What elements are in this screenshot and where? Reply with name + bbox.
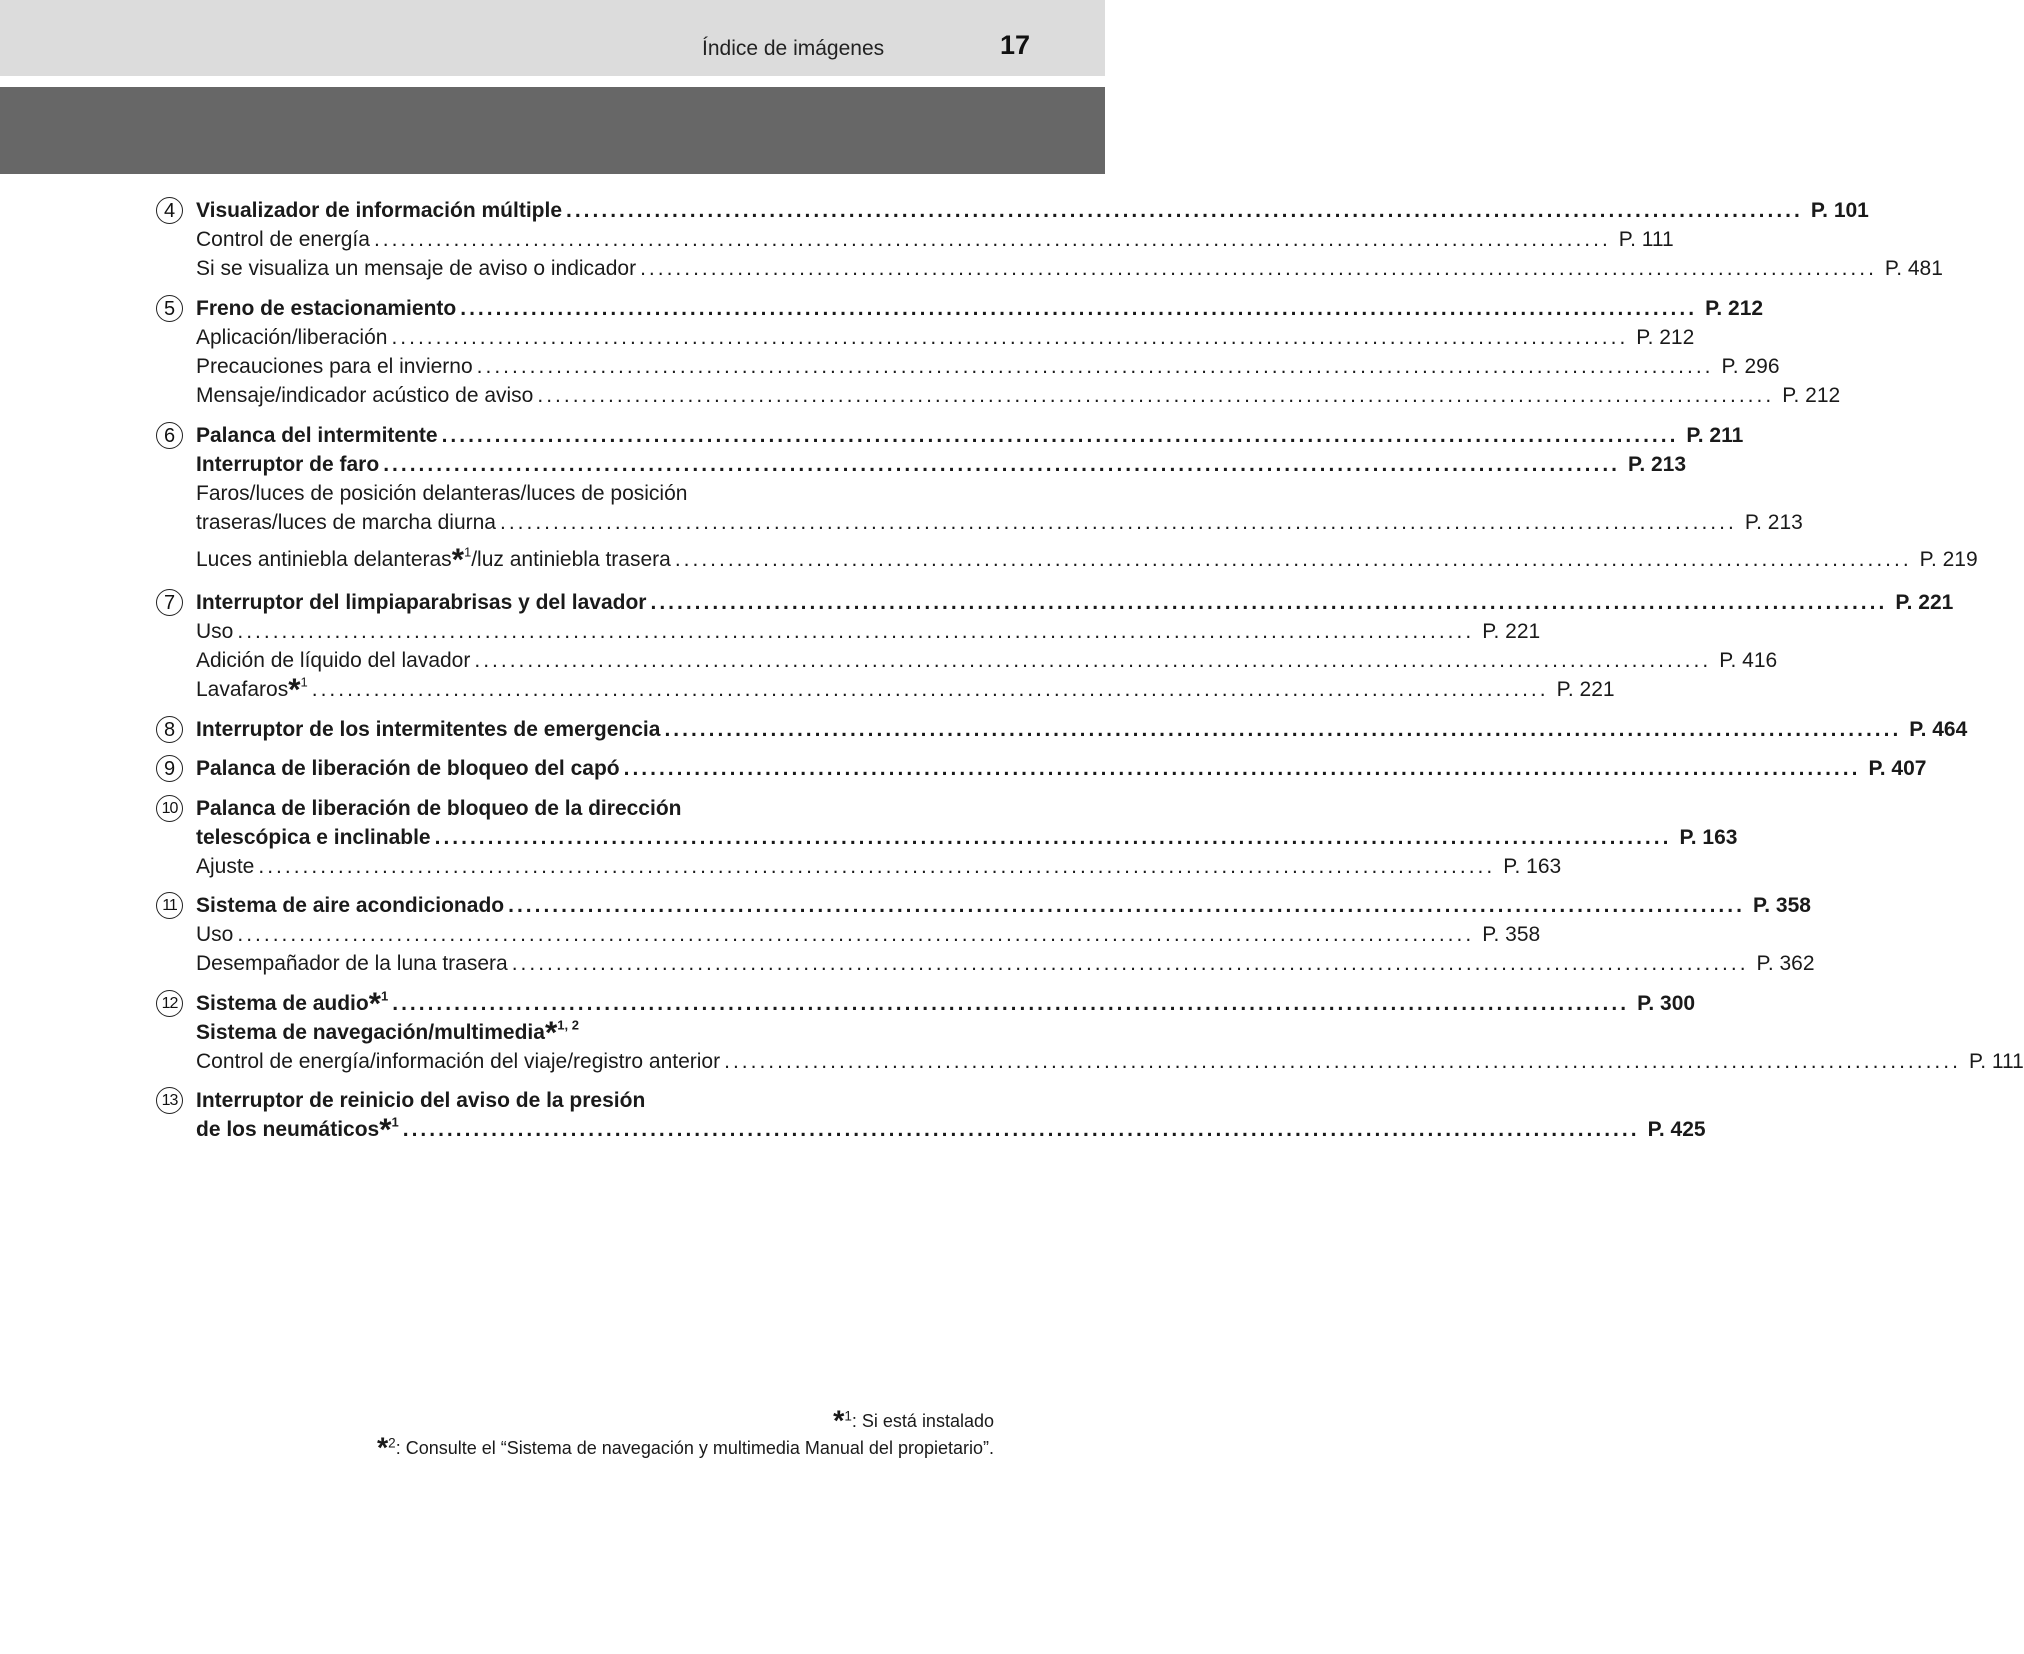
entry-text: Palanca del intermitente	[196, 424, 438, 447]
footnote-2-number: 2	[388, 1435, 396, 1451]
entry-text: Interruptor de faro	[196, 453, 380, 476]
page-reference[interactable]: P. 213	[1628, 453, 1687, 476]
dot-leader: ............................................................................................................................................	[258, 855, 1496, 878]
page-reference[interactable]: P. 212	[1636, 326, 1695, 349]
toc-entry-label	[196, 254, 636, 283]
toc-entry-label	[196, 450, 379, 479]
toc-entry[interactable]	[196, 920, 1541, 949]
toc-entry-label	[196, 852, 254, 881]
asterisk-icon: *	[451, 540, 464, 577]
toc-entry-label	[196, 646, 470, 675]
dot-leader: ............................................................................................................................................	[476, 355, 1714, 378]
toc-entry[interactable]	[196, 225, 1674, 254]
toc-entry-label	[196, 381, 533, 410]
toc-entry[interactable]	[196, 323, 1695, 352]
toc-entry-label	[196, 754, 620, 783]
entry-text: Sistema de navegación/multimedia	[196, 1021, 545, 1044]
toc-entry-label	[196, 891, 504, 920]
dot-leader: ............................................................................................................................................	[674, 548, 1912, 571]
dot-leader: ............................................................................................................................................	[664, 718, 1902, 741]
entry-text: Precauciones para el invierno	[196, 355, 473, 378]
dot-leader: ............................................................................................................................................	[237, 620, 1475, 643]
toc-entry[interactable]	[196, 852, 1562, 881]
dot-leader: ............................................................................................................................................	[623, 757, 1861, 780]
dot-leader: ............................................................................................................................................	[373, 228, 1611, 251]
toc-entry[interactable]	[196, 984, 1696, 1021]
toc-entry-label	[196, 352, 473, 381]
asterisk-icon: *	[379, 1110, 392, 1147]
footnote-reference: 1	[380, 988, 389, 1004]
toc-entry-label	[196, 715, 660, 744]
toc-entry-label	[196, 323, 387, 352]
footnote-reference: 1	[391, 1114, 399, 1130]
entry-text: Adición de líquido del lavador	[196, 649, 471, 672]
section-title: Índice de imágenes	[702, 37, 885, 60]
toc-entry-label	[196, 823, 431, 852]
toc-entry-label	[196, 1013, 579, 1050]
dot-leader: ............................................................................................................................................	[441, 424, 1679, 447]
entry-text: Control de energía/información del viaje/registro anterior	[196, 1050, 721, 1073]
toc-entry[interactable]	[196, 1110, 1706, 1147]
toc-entry[interactable]	[196, 196, 1869, 225]
toc-entry-label	[196, 984, 389, 1021]
toc-entry[interactable]	[196, 352, 1780, 381]
toc-entry-label	[196, 794, 681, 823]
toc-entry[interactable]	[196, 1086, 950, 1115]
entry-text: Si se visualiza un mensaje de aviso o indicador	[196, 257, 637, 280]
page-reference[interactable]: P. 221	[1895, 591, 1954, 614]
entry-text: Freno de estacionamiento	[196, 297, 457, 320]
toc-entry-label	[196, 920, 233, 949]
entry-text: Sistema de audio	[196, 992, 369, 1015]
entry-text: Uso	[196, 620, 234, 643]
asterisk-icon: *	[833, 1405, 845, 1438]
toc-entry[interactable]	[196, 646, 1778, 675]
footnote-2	[376, 1432, 994, 1465]
page-reference[interactable]: P. 163	[1679, 826, 1738, 849]
page-reference[interactable]: P. 101	[1810, 199, 1869, 222]
item-number-13: 13	[156, 1087, 183, 1114]
dot-leader: ............................................................................................................................................	[499, 511, 1737, 534]
item-number-5: 5	[156, 295, 183, 322]
page-reference[interactable]: P. 212	[1705, 297, 1764, 320]
toc-entry[interactable]	[196, 823, 1738, 852]
page-reference[interactable]: P. 211	[1686, 424, 1744, 447]
page-reference[interactable]: P. 221	[1482, 620, 1541, 643]
entry-text: Interruptor de los intermitentes de emergencia	[196, 718, 661, 741]
entry-text-continued: /luz antiniebla trasera	[471, 548, 671, 571]
asterisk-icon: *	[544, 1013, 558, 1050]
toc-entry-label	[196, 588, 646, 617]
page-reference[interactable]: P. 221	[1556, 678, 1615, 701]
toc-entry[interactable]	[196, 891, 1811, 920]
asterisk-icon: *	[288, 670, 301, 707]
page-reference[interactable]: P. 358	[1482, 923, 1541, 946]
dot-leader: ............................................................................................................................................	[474, 649, 1712, 672]
toc-entry-label	[196, 540, 671, 577]
dot-leader: ............................................................................................................................................	[724, 1050, 1961, 1073]
item-number-4: 4	[156, 197, 183, 224]
dot-leader: ............................................................................................................................................	[508, 894, 1745, 917]
entry-text: Visualizador de información múltiple	[196, 199, 563, 222]
item-number-11: 11	[156, 892, 183, 919]
entry-text: Palanca de liberación de bloqueo de la dirección	[196, 797, 682, 820]
page-reference[interactable]: P. 464	[1909, 718, 1968, 741]
entry-text: Interruptor del limpiaparabrisas y del lavador	[196, 591, 647, 614]
toc-entry[interactable]	[196, 715, 1968, 744]
toc-entry[interactable]	[196, 617, 1541, 646]
toc-entry-label	[196, 294, 456, 323]
toc-entry-label	[196, 1047, 720, 1076]
toc-entry[interactable]	[196, 1013, 950, 1050]
entry-text: Mensaje/indicador acústico de aviso	[196, 384, 534, 407]
toc-entry-label	[196, 225, 370, 254]
toc-entry[interactable]	[196, 508, 1803, 537]
footnote-reference: 1	[463, 544, 472, 560]
entry-text: Desempañador de la luna trasera	[196, 952, 508, 975]
asterisk-icon: *	[376, 1432, 389, 1465]
dot-leader: ............................................................................................................................................	[640, 257, 1877, 280]
entry-text: Luces antiniebla delanteras	[196, 548, 452, 571]
toc-entry-label	[196, 949, 508, 978]
entry-text: Uso	[196, 923, 234, 946]
dot-leader: ............................................................................................................................................	[391, 326, 1629, 349]
entry-text: Interruptor de reinicio del aviso de la presión	[196, 1089, 646, 1112]
footnote-reference: 1, 2	[557, 1017, 579, 1033]
dot-leader: ............................................................................................................................................	[511, 952, 1749, 975]
toc-entry-label	[196, 479, 687, 508]
item-number-10: 10	[156, 795, 183, 822]
dot-leader: ............................................................................................................................................	[434, 826, 1672, 849]
item-number-7: 7	[156, 589, 183, 616]
footnote-reference: 1	[300, 674, 308, 690]
toc-entry[interactable]	[196, 421, 1744, 450]
item-number-12: 12	[156, 990, 183, 1017]
footnote-1-text: : Si está instalado	[851, 1411, 994, 1431]
page-reference[interactable]: P. 425	[1647, 1118, 1706, 1141]
toc-entry-label	[196, 196, 562, 225]
page-reference[interactable]: P. 219	[1919, 548, 1978, 571]
entry-text: telescópica e inclinable	[196, 826, 431, 849]
toc-entry[interactable]	[196, 450, 1687, 479]
entry-text: Lavafaros	[196, 678, 289, 701]
page-reference[interactable]: P. 163	[1503, 855, 1562, 878]
toc-entry[interactable]	[196, 949, 1815, 978]
asterisk-icon: *	[368, 984, 381, 1021]
page-reference[interactable]: P. 358	[1752, 894, 1811, 917]
page-reference[interactable]: P. 212	[1782, 384, 1841, 407]
item-number-9: 9	[156, 755, 183, 782]
entry-text: Faros/luces de posición delanteras/luces de posición	[196, 482, 688, 505]
page-reference[interactable]: P. 213	[1744, 511, 1803, 534]
entry-text: Control de energía	[196, 228, 370, 251]
toc-entry[interactable]	[196, 670, 1615, 707]
entry-text: Ajuste	[196, 855, 255, 878]
page-reference[interactable]: P. 407	[1868, 757, 1927, 780]
dot-leader: ............................................................................................................................................	[392, 992, 1630, 1015]
toc-entry-label	[196, 1110, 399, 1147]
page-reference[interactable]: P. 111	[1968, 1050, 2024, 1073]
item-number-8: 8	[156, 716, 183, 743]
entry-text: Sistema de aire acondicionado	[196, 894, 505, 917]
dot-leader: ............................................................................................................................................	[237, 923, 1475, 946]
footnote-1-number: 1	[844, 1408, 852, 1424]
toc-entry[interactable]	[196, 588, 1954, 617]
toc-entry-label	[196, 421, 438, 450]
page-reference[interactable]: P. 111	[1618, 228, 1674, 251]
page-reference[interactable]: P. 296	[1721, 355, 1780, 378]
dot-leader: ............................................................................................................................................	[650, 591, 1888, 614]
toc-entry-label	[196, 617, 233, 646]
toc-entry[interactable]	[196, 754, 1927, 783]
dot-leader: ............................................................................................................................................	[537, 384, 1775, 407]
toc-entry[interactable]	[196, 540, 1978, 577]
page-reference[interactable]: P. 300	[1637, 992, 1696, 1015]
dot-leader: ............................................................................................................................................	[383, 453, 1621, 476]
page-number: 17	[1000, 30, 1031, 60]
item-number-6: 6	[156, 422, 183, 449]
entry-text: Aplicación/liberación	[196, 326, 388, 349]
dot-leader: ............................................................................................................................................	[311, 678, 1549, 701]
footnote-1	[833, 1405, 994, 1438]
toc-entry-label	[196, 1086, 645, 1115]
entry-text: de los neumáticos	[196, 1118, 380, 1141]
toc-entry[interactable]	[196, 381, 1841, 410]
toc-entry[interactable]	[196, 254, 1943, 283]
page-reference[interactable]: P. 416	[1719, 649, 1778, 672]
dot-leader: ............................................................................................................................................	[402, 1118, 1640, 1141]
dot-leader: ............................................................................................................................................	[566, 199, 1803, 222]
toc-entry-label	[196, 670, 308, 707]
toc-entry[interactable]	[196, 294, 1764, 323]
dot-leader: ............................................................................................................................................	[460, 297, 1698, 320]
entry-text: Palanca de liberación de bloqueo del capó	[196, 757, 620, 780]
toc-entry[interactable]	[196, 479, 950, 508]
page-reference[interactable]: P. 481	[1884, 257, 1943, 280]
page-reference[interactable]: P. 362	[1756, 952, 1815, 975]
entry-text: traseras/luces de marcha diurna	[196, 511, 496, 534]
toc-entry-label	[196, 508, 496, 537]
toc-entry[interactable]	[196, 794, 950, 823]
footnote-2-text: : Consulte el “Sistema de navegación y multimedia Manual del propietario”.	[395, 1438, 994, 1458]
toc-entry[interactable]	[196, 1047, 2024, 1076]
